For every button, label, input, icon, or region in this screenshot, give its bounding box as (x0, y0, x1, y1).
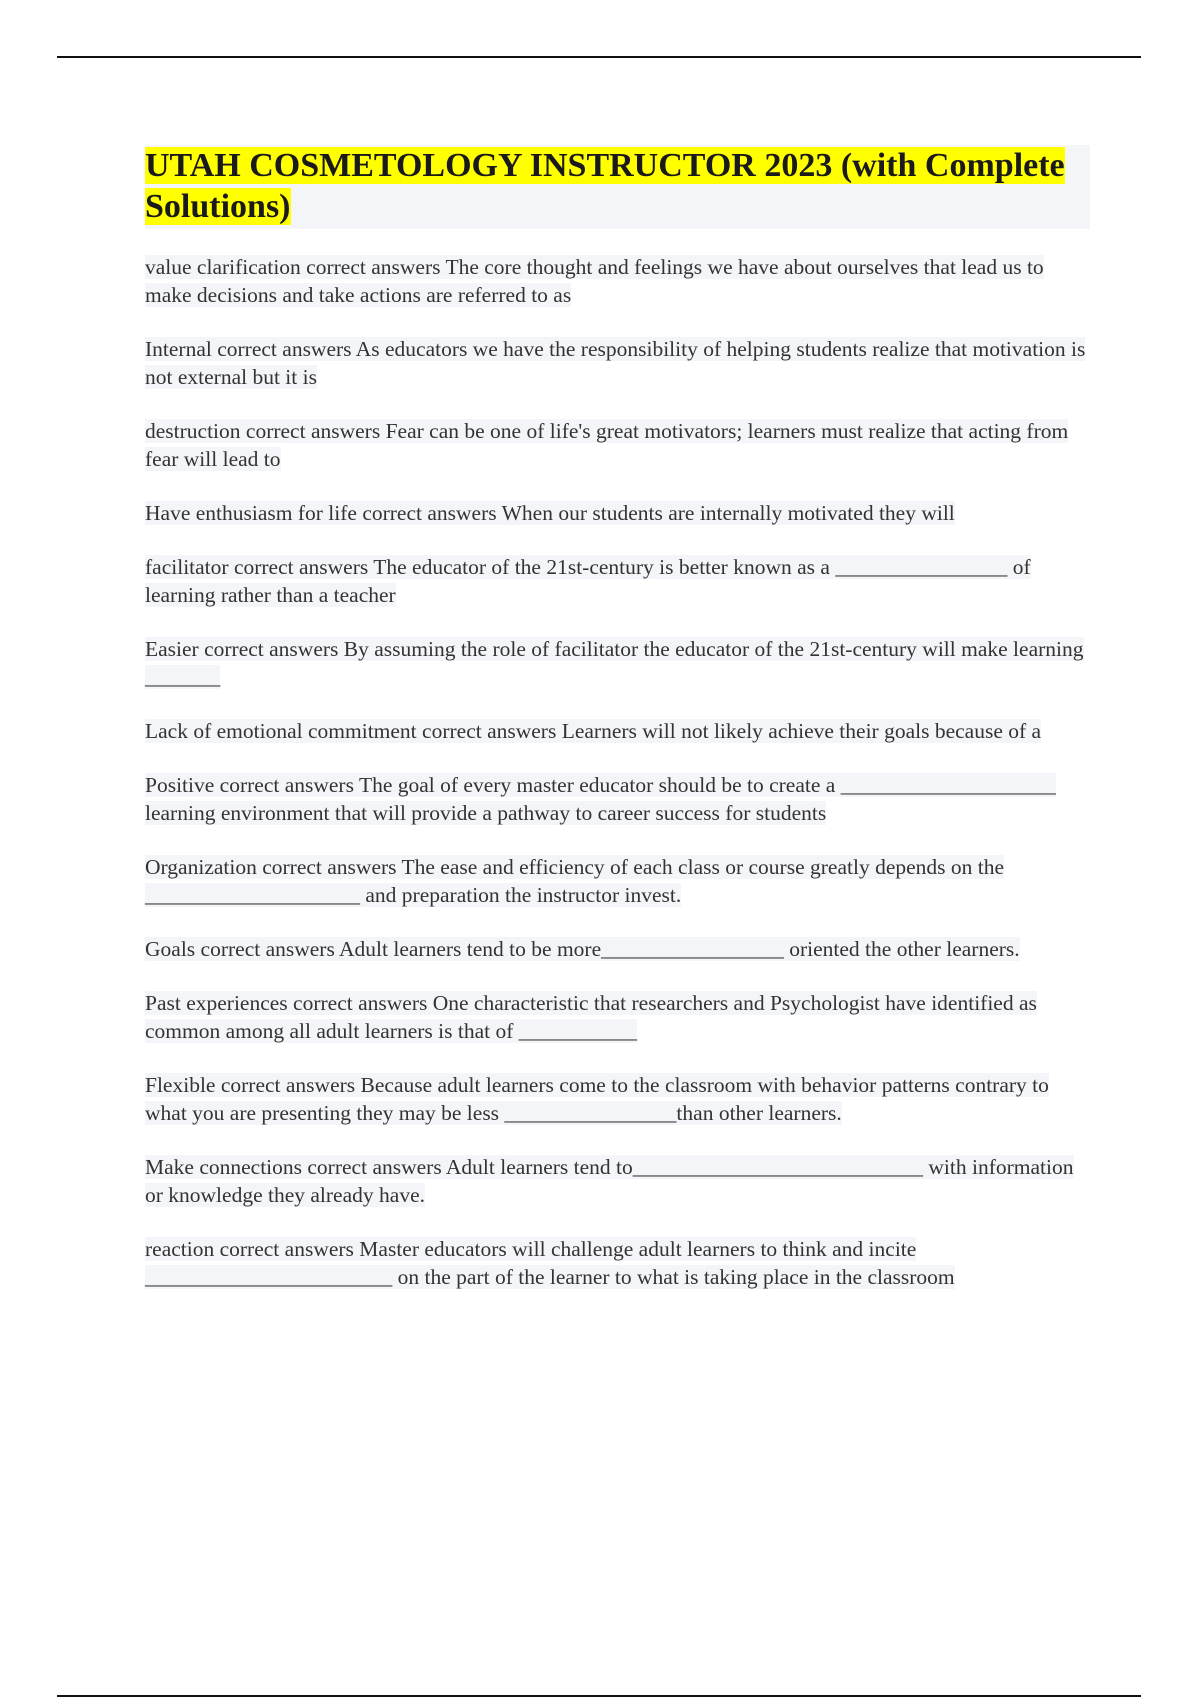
document-body (145, 145, 1090, 1317)
qa-item-text: value clarification correct answers The core thought and feelings we have about ourselves that lead us to make decisions and take actions are referred to as (145, 255, 1044, 307)
qa-item (145, 1153, 1090, 1209)
qa-item-text: Past experiences correct answers One characteristic that researchers and Psychologist have identified as common among all adult learners is that of ___________ (145, 991, 1037, 1043)
qa-item-text: Positive correct answers The goal of every master educator should be to create a ____________________ learning environment that will provide a pathway to career success for students (145, 773, 1056, 825)
qa-item (145, 717, 1090, 745)
qa-item-text: Make connections correct answers Adult learners tend to___________________________ with information or knowledge they already have. (145, 1155, 1074, 1207)
qa-item-text: reaction correct answers Master educators will challenge adult learners to think and incite _______________________ on the part of the learner to what is taking place in the classroom (145, 1237, 955, 1289)
qa-item-text: Organization correct answers The ease and efficiency of each class or course greatly depends on the ____________________ and preparation the instructor invest. (145, 855, 1005, 907)
document-title-text: UTAH COSMETOLOGY INSTRUCTOR 2023 (with Complete Solutions) (145, 147, 1065, 225)
qa-item-text: facilitator correct answers The educator of the 21st-century is better known as a ________________ of learning rather than a teacher (145, 555, 1031, 607)
qa-item (145, 335, 1090, 391)
bottom-rule (57, 1695, 1141, 1697)
top-rule (57, 56, 1141, 58)
qa-item-text: Internal correct answers As educators we have the responsibility of helping students realize that motivation is not external but it is (145, 337, 1086, 389)
qa-item-text: Have enthusiasm for life correct answers When our students are internally motivated they will (145, 501, 955, 525)
qa-item-text: Goals correct answers Adult learners tend to be more_________________ oriented the other learners. (145, 937, 1020, 961)
qa-item (145, 253, 1090, 309)
qa-item-text: destruction correct answers Fear can be one of life's great motivators; learners must realize that acting from fear will lead to (145, 419, 1069, 471)
document-title (145, 145, 1090, 227)
qa-item (145, 989, 1090, 1045)
qa-item (145, 771, 1090, 827)
qa-item-text: Lack of emotional commitment correct answers Learners will not likely achieve their goals because of a (145, 719, 1042, 743)
qa-item (145, 553, 1090, 609)
title-block (145, 145, 1090, 229)
qa-item (145, 1071, 1090, 1127)
qa-item (145, 935, 1090, 963)
qa-item (145, 853, 1090, 909)
qa-item (145, 1235, 1090, 1291)
qa-item-text: Flexible correct answers Because adult learners come to the classroom with behavior patterns contrary to what you are presenting they may be less ________________than other learners. (145, 1073, 1049, 1125)
qa-item (145, 635, 1090, 691)
qa-item (145, 499, 1090, 527)
qa-item (145, 417, 1090, 473)
qa-item-text: Easier correct answers By assuming the role of facilitator the educator of the 21st-century will make learning _______ (145, 637, 1084, 689)
